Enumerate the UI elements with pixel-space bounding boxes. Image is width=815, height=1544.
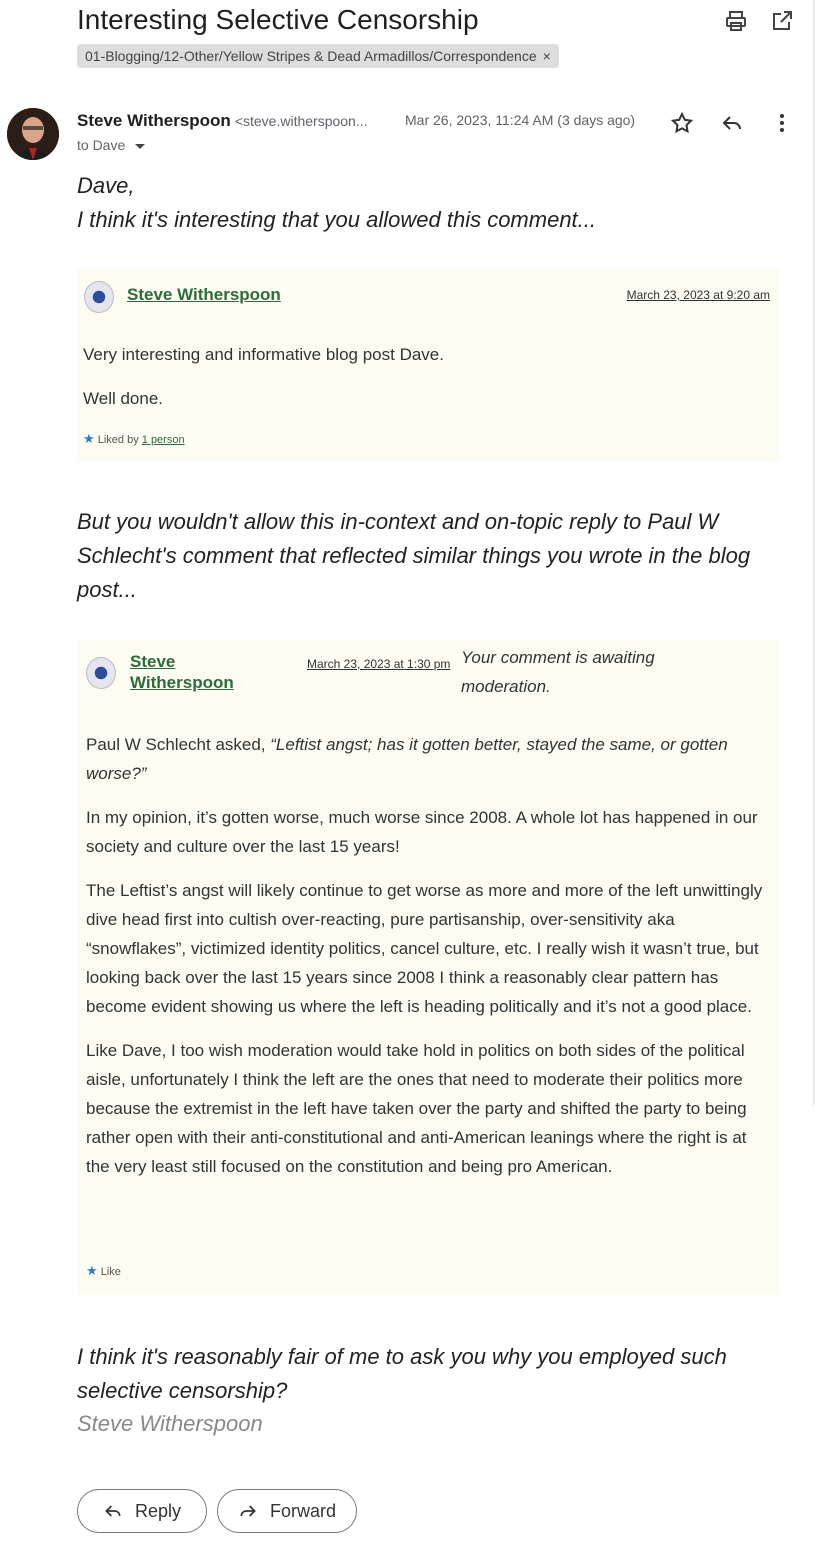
comment-card-2 [77, 640, 780, 1295]
liked-by-link[interactable]: 1 person [141, 434, 185, 446]
commenter-avatar [86, 657, 116, 689]
more-vert-icon[interactable] [770, 111, 794, 135]
star-filled-icon: ★ [83, 431, 95, 446]
comment-body [83, 340, 773, 413]
recipients-toggle[interactable] [77, 137, 145, 153]
recipients-label: to Dave [77, 137, 126, 153]
reply-icon [103, 1501, 123, 1521]
chevron-down-icon [135, 144, 145, 149]
forward-label: Forward [269, 1500, 336, 1521]
star-filled-icon: ★ [86, 1263, 98, 1278]
label-chip-text: 01-Blogging/12-Other/Yellow Stripes & Dead Armadillos/Correspondence [85, 48, 537, 64]
star-icon[interactable] [670, 111, 694, 135]
moderation-notice: Your comment is awaiting moderation. [461, 648, 655, 696]
greeting: Dave, [77, 173, 135, 198]
comment-paragraph: Well done. [83, 389, 164, 408]
email-subject: Interesting Selective Censorship [77, 4, 479, 35]
commenter-avatar [84, 281, 114, 313]
sender-name: Steve Witherspoon [77, 111, 231, 130]
comment-author-link[interactable]: Steve Witherspoon [130, 652, 234, 692]
body-line-2: But you wouldn't allow this in-context and on-topic reply to Paul W Schlecht's comment that reflected similar things you wrote in the blog post... [77, 509, 751, 602]
comment-quote: “Leftist angst; has it gotten better, stayed the same, or gotten worse?” [86, 735, 728, 783]
comment-card-1 [77, 268, 780, 462]
forward-icon [238, 1501, 258, 1521]
email-date: Mar 26, 2023, 11:24 AM (3 days ago) [405, 112, 636, 128]
comment-quote-prefix: Paul W Schlecht asked, [86, 735, 266, 754]
comment-paragraph: Like Dave, I too wish moderation would take hold in politics on both sides of the political aisle, unfortunately I think the left are the ones that need to moderate their politics more because the extremist in the left have taken over the party and shifted the party to being rather open with their anti-constitutional and anti-American leanings where the right is at the very least still focused on the constitution and being pro American. [86, 1041, 747, 1176]
comment-body [86, 730, 766, 1181]
liked-by [83, 431, 185, 447]
body-line-3: I think it's reasonably fair of me to ask you why you employed such selective censorship? [77, 1344, 727, 1403]
comment-author-link[interactable]: Steve Witherspoon [127, 285, 281, 304]
signature: Steve Witherspoon [77, 1411, 263, 1436]
sender-avatar[interactable] [7, 108, 59, 160]
comment-paragraph: In my opinion, it’s gotten worse, much worse since 2008. A whole lot has happened in our society and culture over the last 15 years! [86, 808, 758, 856]
comment-timestamp-link[interactable]: March 23, 2023 at 9:20 am [626, 288, 770, 302]
label-chip[interactable] [77, 44, 559, 68]
remove-label-icon[interactable]: × [542, 48, 551, 64]
reply-icon[interactable] [720, 111, 744, 135]
like-button[interactable] [86, 1263, 121, 1279]
print-icon[interactable] [724, 9, 750, 35]
liked-by-prefix: Liked by [97, 434, 139, 446]
comment-paragraph: Very interesting and informative blog post Dave. [83, 345, 444, 364]
comment-paragraph [86, 730, 766, 788]
comment-paragraph: The Leftist’s angst will likely continue to get worse as more and more of the left unwittingly dive head first into cultish over-reacting, pure partisanship, over-sensitivity aka “snowflakes”, victimized identity politics, cancel culture, etc. I really wish it wasn’t true, but looking back over the last 15 years since 2008 I think a reasonably clear pattern has become evident showing us where the left is heading politically and it’s not a good place. [86, 881, 763, 1016]
reply-button[interactable] [77, 1489, 207, 1533]
sender-email: <steve.witherspoon... [234, 113, 368, 129]
comment-timestamp-link[interactable]: March 23, 2023 at 1:30 pm [307, 657, 451, 671]
body-line-1: I think it's interesting that you allowed this comment... [77, 207, 596, 232]
sender-line [77, 111, 368, 131]
reply-label: Reply [134, 1500, 182, 1521]
like-label: Like [100, 1266, 121, 1278]
forward-button[interactable] [217, 1489, 357, 1533]
open-in-new-window-icon[interactable] [770, 9, 796, 35]
